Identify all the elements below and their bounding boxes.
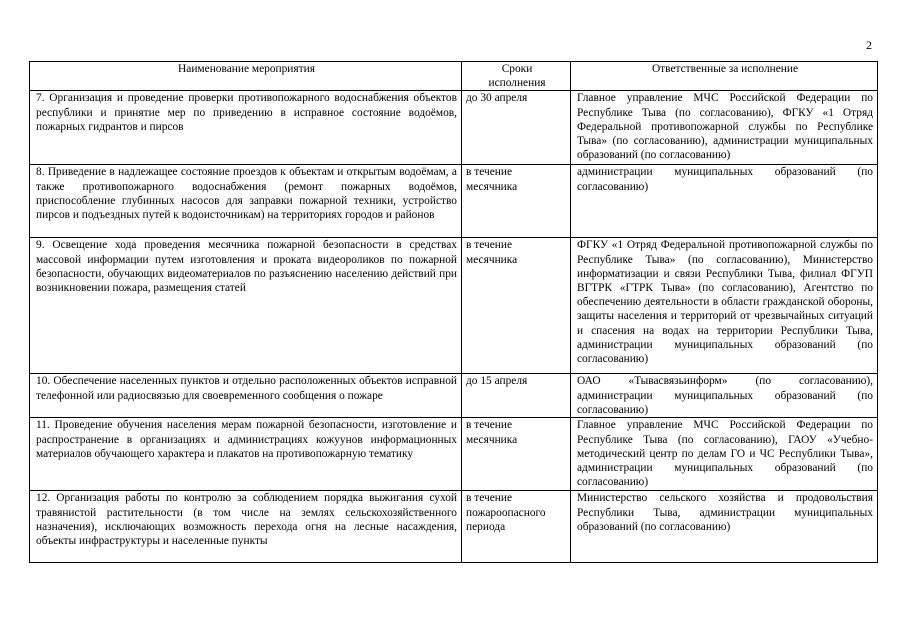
table-row [30,238,878,374]
table-header-row [30,62,878,91]
table-row [30,374,878,418]
responsible-cell: ОАО «Тывасвязьинформ» (по согласованию), администрации муниципальных образований (по согласованию) [571,374,878,418]
table-row [30,418,878,491]
responsible-cell: Главное управление МЧС Российской Федерации по Республике Тыва (по согласованию), ФГКУ «1 Отряд Федеральной противопожарной службы по Республике Тыва» (по согласованию), администрации муниципальных образований (по согласованию) [571,91,878,165]
event-cell: 8. Приведение в надлежащее состояние проездов к объектам и открытым водоёмам, а также противопожарного водоснабжения (ремонт пожарных водоёмов, приспособление глубинных насосов для заправки пожарной техники, устройство пирсов и подъездных путей к водоисточникам) на территориях городов и районов [30,165,462,238]
term-cell: в течение месячника [462,165,571,238]
term-cell: в течение месячника [462,238,571,374]
term-cell: до 15 апреля [462,374,571,418]
event-cell: 11. Проведение обучения населения мерам пожарной безопасности, изготовление и распространение в организациях и администрациях кожуунов информационных материалов обучающего характера и плакатов на противопожарную тематику [30,418,462,491]
term-cell: в течение месячника [462,418,571,491]
header-responsible: Ответственные за исполнение [571,62,878,91]
header-term: Сроки исполнения [462,62,571,91]
page-number: 2 [866,38,872,52]
responsible-cell: ФГКУ «1 Отряд Федеральной противопожарной службы по Республике Тыва» (по согласованию), Министерство информатизации и связи Республики Тыва, филиал ФГУП ВГТРК «ГТРК Тыва» (по согласованию), Агентство по обеспечению деятельности в области гражданской обороны, защиты населения и территорий от чрезвычайных ситуаций и спасения на водах на территории Республики Тыва, администрации муниципальных образований (по согласованию) [571,238,878,374]
event-cell: 12. Организация работы по контролю за соблюдением порядка выжигания сухой травянистой растительности (в том числе на землях сельскохозяйственного назначения), исключающих возможность перехода огня на лесные насаждения, объекты инфраструктуры и населенные пункты [30,491,462,563]
table-row [30,491,878,563]
responsible-cell: администрации муниципальных образований (по согласованию) [571,165,878,238]
responsible-cell: Главное управление МЧС Российской Федерации по Республике Тыва (по согласованию), ГАОУ «Учебно-методический центр по делам ГО и ЧС Республики Тыва», администрации муниципальных образований (по согласованию) [571,418,878,491]
table-row [30,165,878,238]
table-row [30,91,878,165]
event-cell: 7. Организация и проведение проверки противопожарного водоснабжения объектов республики и принятие мер по приведению в исправное состояние водоёмов, пожарных гидрантов и пирсов [30,91,462,165]
term-cell: до 30 апреля [462,91,571,165]
event-cell: 9. Освещение хода проведения месячника пожарной безопасности в средствах массовой информации путем изготовления и проката видеороликов по пожарной безопасности, обучающих видеоматериалов по разъяснению населению действий при возникновении пожара, размещения статей [30,238,462,374]
term-cell: в течение пожароопасного периода [462,491,571,563]
header-event: Наименование мероприятия [30,62,462,91]
event-cell: 10. Обеспечение населенных пунктов и отдельно расположенных объектов исправной телефонной или радиосвязью для своевременного сообщения о пожаре [30,374,462,418]
responsible-cell: Министерство сельского хозяйства и продовольствия Республики Тыва, администрации муниципальных образований (по согласованию) [571,491,878,563]
events-table [29,61,878,563]
